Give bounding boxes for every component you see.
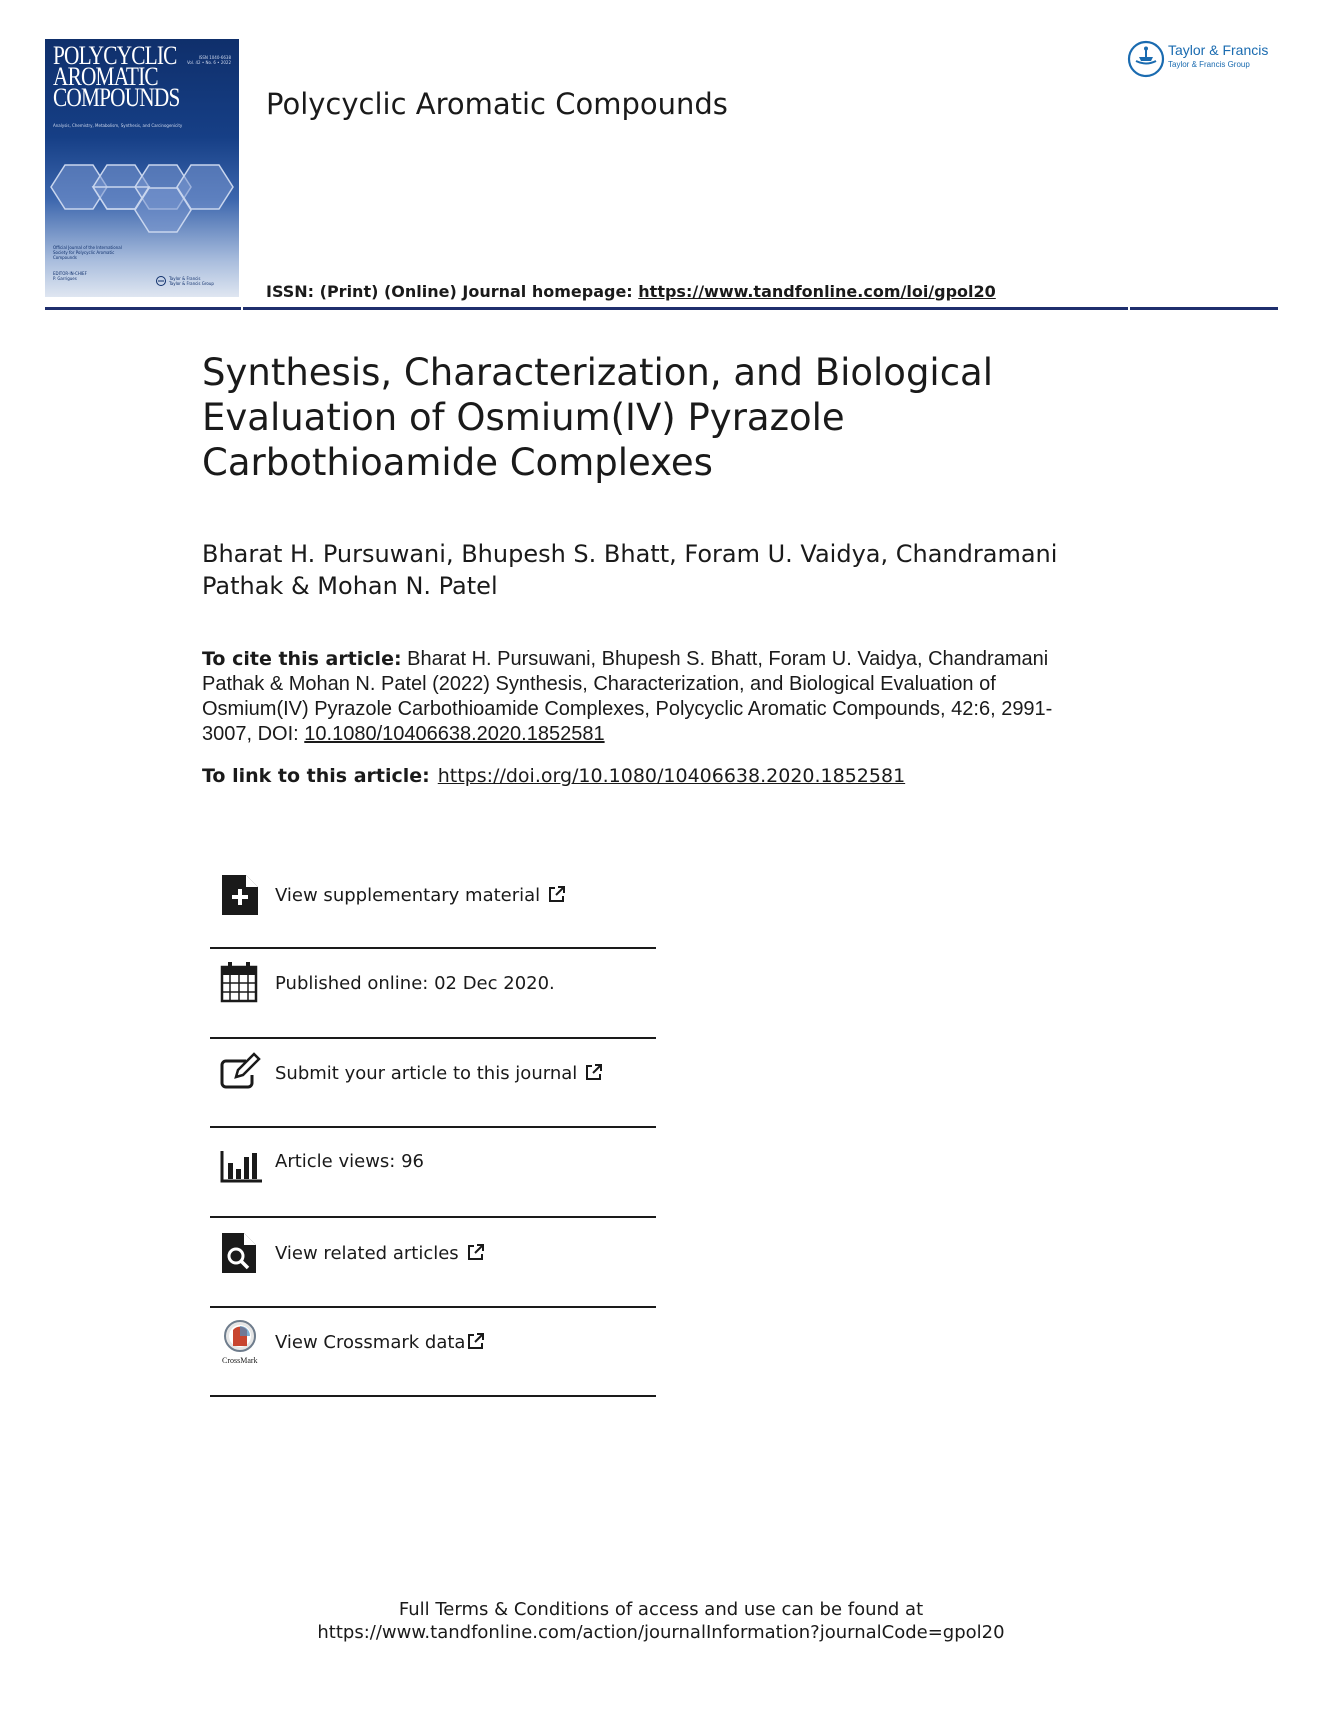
file-search-icon — [220, 1231, 262, 1275]
cover-editor: EDITOR-IN-CHIEF P. Garrigues — [53, 271, 87, 281]
external-link-icon — [548, 885, 566, 903]
cite-label: To cite this article: — [202, 648, 402, 670]
cover-subtitle: Analysis, Chemistry, Metabolism, Synthesis, and Carcinogenicity — [53, 123, 183, 128]
link-label: To link to this article: — [202, 765, 430, 787]
info-divider — [210, 1126, 656, 1128]
edit-icon — [220, 1051, 262, 1095]
submit-text: Submit your article to this journal — [275, 1063, 578, 1084]
taylor-francis-logo-icon — [1127, 40, 1165, 78]
published-online — [210, 961, 656, 1049]
article-views — [210, 1149, 656, 1237]
journal-cover-image — [45, 39, 239, 297]
info-divider — [210, 1216, 656, 1218]
cover-title: POLYCYCLIC AROMATIC COMPOUNDS — [53, 41, 180, 112]
header-divider-gap — [241, 307, 243, 310]
published-label: Published online: 02 Dec 2020. — [275, 973, 555, 994]
crossmark-label — [275, 1332, 485, 1353]
external-link-icon — [467, 1332, 485, 1350]
external-link-icon — [467, 1243, 485, 1261]
submit-label — [275, 1063, 603, 1084]
article-doi-link[interactable]: https://doi.org/10.1080/10406638.2020.1852581 — [437, 765, 906, 787]
publisher-name: Taylor & Francis — [1168, 42, 1269, 58]
footer-line-1: Full Terms & Conditions of access and use can be found at — [398, 1599, 924, 1620]
supplementary-text: View supplementary material — [275, 885, 541, 906]
external-link-icon — [585, 1063, 603, 1081]
related-label — [275, 1243, 485, 1264]
footer-terms-link[interactable]: https://www.tandfonline.com/action/journalInformation?journalCode=gpol20 — [317, 1622, 1005, 1643]
views-label: Article views: 96 — [275, 1151, 424, 1172]
hexagon-graphic — [45, 137, 239, 257]
calendar-icon — [220, 961, 262, 1005]
crossmark-text: View Crossmark data — [275, 1332, 466, 1353]
publisher-group: Taylor & Francis Group — [1168, 60, 1250, 69]
info-divider — [210, 1306, 656, 1308]
cover-issn: ISSN 1040-6638 Vol. 42 • No. 6 • 2022 — [186, 55, 231, 65]
cover-publisher: Taylor & Francis Taylor & Francis Group — [169, 276, 214, 286]
info-divider — [210, 1395, 656, 1397]
article-title: Synthesis, Characterization, and Biological Evaluation of Osmium(IV) Pyrazole Carbothioamide Complexes — [202, 351, 994, 484]
info-divider — [210, 1037, 656, 1039]
header-divider — [45, 307, 1278, 310]
issn-prefix: ISSN: (Print) (Online) Journal homepage: — [266, 282, 639, 301]
journal-homepage-link[interactable]: https://www.tandfonline.com/loi/gpol20 — [638, 282, 996, 301]
citation-block — [202, 647, 1082, 747]
supplementary-label — [275, 885, 566, 906]
cover-journal-note: Official Journal of the International Society for Polycyclic Aromatic Compounds — [53, 245, 122, 260]
article-authors: Bharat H. Pursuwani, Bhupesh S. Bhatt, Foram U. Vaidya, Chandramani Pathak & Mohan N. Patel — [202, 540, 1058, 600]
crossmark-badge-text: CrossMark — [222, 1356, 258, 1365]
terms-footer — [0, 1598, 1322, 1644]
file-plus-icon — [220, 873, 262, 917]
header-divider-gap — [1128, 307, 1130, 310]
publisher-small-logo-icon — [155, 276, 167, 286]
journal-name: Polycyclic Aromatic Compounds — [266, 87, 728, 121]
bar-chart-icon — [220, 1149, 262, 1193]
info-divider — [210, 947, 656, 949]
article-link-line — [202, 765, 905, 787]
cite-text: Bharat H. Pursuwani, Bhupesh S. Bhatt, Foram U. Vaidya, Chandramani Pathak & Mohan N. Patel (2022) Synthesis, Characterization, and Biological Evaluation of Osmium(IV) Pyrazole Carbothioamide Complexes, Polycyclic Aromatic Compounds, 42:6, 2991-3007, DOI: — [202, 648, 1053, 745]
cite-doi-link[interactable]: 10.1080/10406638.2020.1852581 — [304, 723, 605, 745]
issn-homepage-line — [266, 282, 996, 301]
related-text: View related articles — [275, 1243, 459, 1264]
